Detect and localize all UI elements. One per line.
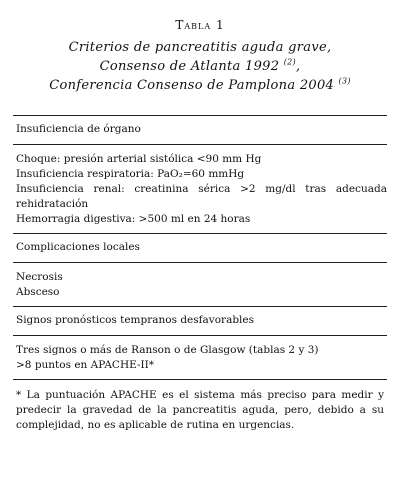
title-line-1: Criterios de pancreatitis aguda grave, [68, 40, 332, 55]
title-line-3-text: Conferencia Consenso de Pamplona 2004 [49, 78, 335, 93]
list-item: Hemorragia digestiva: >500 ml en 24 horas [16, 213, 251, 225]
title-line-2: Consenso de Atlanta 1992 $^{(2)}$, [99, 57, 301, 74]
list-item: Choque: presión arterial sistólica <90 mm Hg [16, 153, 262, 165]
list-item: Insuficiencia renal: creatinina sérica >2 mg/dl tras adecuada rehidratación [16, 183, 387, 210]
title-line-2-text: Consenso de Atlanta 1992 [99, 59, 280, 74]
table-label: Tabla 1 [175, 18, 225, 32]
title-line-3 [0, 76, 400, 95]
section-items-organ-failure [13, 145, 387, 233]
list-item: Absceso [16, 286, 60, 298]
title-ref-3: (3) [338, 76, 351, 86]
section-header-organ-failure: Insuficiencia de órgano [16, 123, 141, 135]
table-footnote: * La puntuación APACHE es el sistema más preciso para medir y predecir la gravedad de la pancreatitis aguda, pero, debido a su complejidad, no es aplicable de rutina en urgencias. [16, 389, 384, 431]
title-ref-2: (2) [283, 57, 296, 67]
list-item: Insuficiencia respiratoria: PaO₂=60 mmHg [16, 168, 245, 180]
section-items-prognostic-signs [13, 336, 387, 379]
section-header-local-complications: Complicaciones locales [16, 241, 140, 253]
section-items-local-complications [13, 263, 387, 306]
table-title-block [0, 0, 400, 95]
criteria-table [13, 115, 387, 433]
list-item: Necrosis [16, 271, 63, 283]
list-item: >8 puntos en APACHE-II* [16, 359, 155, 371]
list-item: Tres signos o más de Ranson o de Glasgow (tablas 2 y 3) [16, 344, 319, 356]
section-header-prognostic-signs: Signos pronósticos tempranos desfavorables [16, 314, 255, 326]
